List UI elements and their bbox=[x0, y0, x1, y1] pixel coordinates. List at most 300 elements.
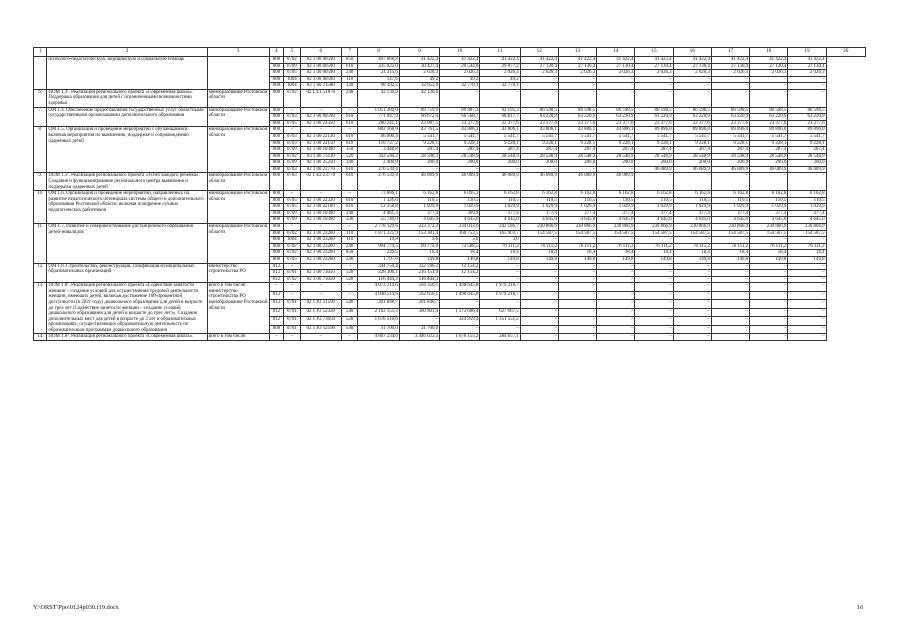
amount-cell: 31 700,0 bbox=[358, 325, 399, 334]
amount-cell: 18,4 bbox=[635, 250, 673, 257]
budget-code-cell: 02 1 Р2 73050 bbox=[300, 317, 341, 326]
amount-cell: 89 759,9 bbox=[399, 107, 439, 114]
amount-cell: 41 422,4 bbox=[520, 57, 558, 64]
amount-cell: – bbox=[635, 317, 673, 326]
amount-cell: 228 306,1 bbox=[358, 270, 399, 277]
amount-cell: 149,8 bbox=[750, 256, 788, 263]
amount-cell: 3,6 bbox=[480, 237, 520, 244]
amount-cell: 9 228,1 bbox=[711, 140, 749, 147]
budget-code-cell: 808 bbox=[269, 153, 283, 160]
amount-cell: 27 130,4 bbox=[788, 63, 826, 70]
amount-cell: 377,4 bbox=[399, 210, 439, 217]
amount-cell: – bbox=[711, 291, 749, 300]
amount-cell: 377,4 bbox=[597, 210, 635, 217]
budget-code-cell: 540 bbox=[341, 325, 358, 334]
amount-cell: – bbox=[597, 276, 635, 283]
amount-cell: – bbox=[711, 308, 749, 317]
amount-cell: – bbox=[635, 263, 673, 270]
amount-cell: – bbox=[480, 276, 520, 283]
amount-cell: – bbox=[597, 270, 635, 277]
amount-cell: – bbox=[558, 300, 596, 309]
budget-code-cell: 540 bbox=[341, 308, 358, 317]
amount-cell: – bbox=[673, 308, 711, 317]
amount-cell: 149,8 bbox=[399, 256, 439, 263]
amount-cell: – bbox=[597, 76, 635, 83]
amount-cell: – bbox=[750, 317, 788, 326]
budget-code-cell: 02 1 00 00590 bbox=[300, 114, 341, 121]
amount-cell: – bbox=[750, 334, 788, 341]
amount-cell: 66 672,4 bbox=[399, 114, 439, 121]
budget-code-cell: 0705 bbox=[284, 70, 301, 77]
budget-code-cell: 0705 bbox=[284, 120, 301, 127]
amount-cell: 23 377,6 bbox=[673, 120, 711, 127]
budget-code-cell: 0709 bbox=[284, 160, 301, 167]
amount-cell: – bbox=[480, 300, 520, 309]
amount-cell: 5 541,7 bbox=[440, 133, 480, 140]
budget-code-cell: – bbox=[284, 191, 301, 198]
amount-cell: 200,0 bbox=[399, 160, 439, 167]
budget-code-cell: 02 1 Р2 52320 bbox=[300, 308, 341, 317]
amount-cell: – bbox=[399, 166, 439, 173]
amount-cell: 18,4 bbox=[480, 250, 520, 257]
amount-cell: 27 130,4 bbox=[520, 63, 558, 70]
amount-cell: 63 220,9 bbox=[597, 114, 635, 121]
amount-cell: 6 162,8 bbox=[635, 191, 673, 198]
amount-cell: 27 130,4 bbox=[711, 63, 749, 70]
amount-cell: 55 740,0 bbox=[358, 217, 399, 224]
budget-code-cell: 0702 bbox=[284, 250, 301, 257]
budget-code-cell: 808 bbox=[269, 325, 283, 334]
amount-cell: 149,8 bbox=[440, 256, 480, 263]
budget-code-cell: 02 1 00 73050 bbox=[300, 276, 341, 283]
amount-cell: – bbox=[635, 270, 673, 277]
amount-cell: – bbox=[750, 325, 788, 334]
amount-cell: 6 162,8 bbox=[558, 191, 596, 198]
amount-cell: – bbox=[711, 325, 749, 334]
budget-code-cell: 808 bbox=[269, 250, 283, 257]
amount-cell: 110,5 bbox=[711, 197, 749, 204]
amount-cell: 46 089,9 bbox=[558, 173, 596, 191]
executor-name bbox=[207, 57, 269, 90]
amount-cell: 110,5 bbox=[635, 197, 673, 204]
executor-name: всего в том числе: bbox=[207, 334, 269, 341]
amount-cell: – bbox=[558, 76, 596, 83]
amount-cell: – bbox=[711, 83, 749, 90]
column-number: 14 bbox=[597, 48, 635, 57]
amount-cell: 1 979 218,7 bbox=[480, 283, 520, 292]
amount-cell: – bbox=[788, 276, 826, 283]
amount-cell: 28 548,9 bbox=[788, 153, 826, 160]
footer-file-path: Y:\ORST\Ppo\0124p030.f19.docx bbox=[33, 604, 119, 611]
amount-cell: 342 540,2 bbox=[358, 153, 399, 160]
budget-code-cell: 02 1 Е2 23770 bbox=[300, 173, 341, 191]
budget-code-cell: 02 1 00 10390 bbox=[300, 217, 341, 224]
budget-code-cell: 610 bbox=[341, 63, 358, 70]
amount-cell: 18,4 bbox=[558, 250, 596, 257]
amount-cell: 28 548,9 bbox=[558, 153, 596, 160]
amount-cell: – bbox=[711, 300, 749, 309]
amount-cell: 230 866,9 bbox=[520, 224, 558, 231]
budget-code-cell: 110 bbox=[341, 76, 358, 83]
amount-cell: 41 422,4 bbox=[711, 57, 749, 64]
amount-cell: 4 807 234,6 bbox=[358, 334, 399, 341]
amount-cell: 116 444,3 bbox=[358, 276, 399, 283]
budget-code-cell: 610 bbox=[341, 166, 358, 173]
amount-cell: – bbox=[520, 263, 558, 270]
amount-cell: 63 220,9 bbox=[788, 114, 826, 121]
row-number: 6. bbox=[34, 89, 47, 107]
amount-cell: – bbox=[520, 237, 558, 244]
amount-cell: 9 228,1 bbox=[673, 140, 711, 147]
event-name: ПОМ 1.8². Реализация регионального проекта «Современная школа». bbox=[47, 334, 207, 341]
amount-cell: 1 797,6 bbox=[358, 256, 399, 263]
amount-cell: – bbox=[635, 308, 673, 317]
amount-cell: 5 541,7 bbox=[597, 133, 635, 140]
budget-code-cell: – bbox=[284, 224, 301, 231]
event-name: ОМ 1.4. Обеспечение предоставления государственных услуг областными государственными организациями дополнительного образования bbox=[47, 107, 207, 127]
amount-cell: 147,6 bbox=[358, 76, 399, 83]
budget-code-cell: 610 bbox=[341, 120, 358, 127]
amount-cell: 160 753,5 bbox=[440, 230, 480, 237]
amount-cell: 76 111,2 bbox=[558, 243, 596, 250]
amount-cell: 149,8 bbox=[558, 256, 596, 263]
budget-code-cell: – bbox=[300, 263, 341, 270]
amount-cell: 5 541,7 bbox=[711, 133, 749, 140]
amount-cell: 76 111,2 bbox=[635, 243, 673, 250]
budget-code-cell: 02 1 00 23770 bbox=[300, 166, 341, 173]
budget-code-cell: 808 bbox=[269, 210, 283, 217]
budget-code-cell: 02 1 00 23350 bbox=[300, 120, 341, 127]
budget-code-cell: 808 bbox=[269, 107, 283, 114]
amount-cell: 200,0 bbox=[520, 160, 558, 167]
amount-cell: 287,4 bbox=[558, 147, 596, 154]
amount-cell: 149,8 bbox=[673, 256, 711, 263]
amount-cell: 200,0 bbox=[635, 160, 673, 167]
amount-cell: 23 377,6 bbox=[520, 120, 558, 127]
budget-code-cell: 808 bbox=[269, 217, 283, 224]
amount-cell: 154 587,5 bbox=[673, 230, 711, 237]
amount-cell: 201 848,7 bbox=[358, 300, 399, 309]
amount-cell: – bbox=[788, 283, 826, 292]
amount-cell: – bbox=[597, 263, 635, 270]
amount-cell: – bbox=[673, 334, 711, 341]
amount-cell: 68 817,7 bbox=[480, 114, 520, 121]
budget-code-cell: 812 bbox=[269, 263, 283, 270]
amount-cell: – bbox=[788, 300, 826, 309]
amount-cell: 4 461,3 bbox=[358, 210, 399, 217]
amount-cell: 6 162,8 bbox=[520, 191, 558, 198]
budget-code-cell: 850 bbox=[341, 57, 358, 64]
budget-code-cell: 0702 bbox=[284, 230, 301, 237]
budget-code-cell: 610 bbox=[341, 140, 358, 147]
budget-code-cell: 0703 bbox=[284, 133, 301, 140]
amount-cell: 4 645,0 bbox=[788, 217, 826, 224]
amount-cell: – bbox=[558, 237, 596, 244]
amount-cell: 2 026,3 bbox=[673, 70, 711, 77]
column-number: 13 bbox=[558, 48, 596, 57]
amount-cell: 223 372,2 bbox=[399, 224, 439, 231]
amount-cell: 5 541,7 bbox=[788, 133, 826, 140]
amount-cell: 9 228,1 bbox=[558, 140, 596, 147]
budget-code-cell: 1004 bbox=[284, 237, 301, 244]
amount-cell: 18,4 bbox=[673, 250, 711, 257]
column-number: 4 bbox=[269, 48, 283, 57]
amount-cell: – bbox=[440, 166, 480, 173]
amount-cell: 10,8 bbox=[358, 237, 399, 244]
amount-cell: – bbox=[440, 300, 480, 309]
amount-cell: 332 596,2 bbox=[399, 263, 439, 270]
amount-cell: 5 541,7 bbox=[750, 133, 788, 140]
amount-cell: 66 900,4 bbox=[358, 133, 399, 140]
amount-cell: 1 498 645,8 bbox=[440, 283, 480, 292]
budget-code-cell: – bbox=[269, 283, 283, 292]
budget-code-cell: 02 1 00 23260 bbox=[300, 243, 341, 250]
column-number: 5 bbox=[284, 48, 301, 57]
amount-cell: 89 896,0 bbox=[673, 127, 711, 134]
budget-code-cell: 340 bbox=[341, 160, 358, 167]
amount-cell: 2 026,3 bbox=[440, 70, 480, 77]
row-number: 10. bbox=[34, 191, 47, 224]
budget-code-cell: 808 bbox=[269, 160, 283, 167]
budget-code-cell: 0709 bbox=[284, 210, 301, 217]
amount-cell: 5 541,7 bbox=[480, 133, 520, 140]
amount-cell: 28 548,9 bbox=[440, 153, 480, 160]
amount-cell: 344 750,4 bbox=[358, 263, 399, 270]
amount-cell: 153 381,4 bbox=[399, 230, 439, 237]
budget-code-cell: – bbox=[341, 191, 358, 198]
budget-code-cell: 03 1 00 73110 bbox=[300, 153, 341, 160]
amount-cell: – bbox=[520, 83, 558, 90]
amount-cell: 4 645,0 bbox=[750, 217, 788, 224]
amount-cell: 46 089,9 bbox=[750, 166, 788, 173]
column-number: 3 bbox=[207, 48, 269, 57]
column-number: 10 bbox=[440, 48, 480, 57]
budget-code-cell: 0705 bbox=[284, 197, 301, 204]
budget-code-cell: – bbox=[284, 263, 301, 270]
amount-cell: – bbox=[558, 263, 596, 270]
amount-cell: 42 136,0 bbox=[358, 89, 399, 107]
budget-code-cell: 02 1 00 11580 bbox=[300, 83, 341, 90]
amount-cell: 9 228,1 bbox=[440, 140, 480, 147]
amount-cell: – bbox=[635, 334, 673, 341]
amount-cell: 287,4 bbox=[750, 147, 788, 154]
amount-cell: – bbox=[558, 89, 596, 107]
amount-cell: 1 029,9 bbox=[597, 204, 635, 211]
amount-cell: – bbox=[750, 276, 788, 283]
amount-cell: – bbox=[673, 325, 711, 334]
amount-cell: 63 220,9 bbox=[558, 114, 596, 121]
amount-cell: 46 089,9 bbox=[635, 166, 673, 173]
amount-cell: – bbox=[597, 291, 635, 300]
amount-cell: 287,4 bbox=[440, 147, 480, 154]
amount-cell: 18,4 bbox=[750, 250, 788, 257]
amount-cell: – bbox=[711, 283, 749, 292]
amount-cell: 28 548,9 bbox=[480, 153, 520, 160]
column-number: 18 bbox=[750, 48, 788, 57]
budget-code-cell: – bbox=[341, 334, 358, 341]
row-number: 8. bbox=[34, 127, 47, 173]
amount-cell: 1 029,9 bbox=[399, 204, 439, 211]
amount-cell: – bbox=[673, 89, 711, 107]
amount-cell: – bbox=[673, 276, 711, 283]
amount-cell: – bbox=[750, 89, 788, 107]
budget-code-cell: – bbox=[284, 283, 301, 292]
budget-code-cell: 0702 bbox=[284, 276, 301, 283]
amount-cell: 43 806,1 bbox=[480, 127, 520, 134]
amount-cell: – bbox=[635, 89, 673, 107]
amount-cell: – bbox=[711, 276, 749, 283]
amount-cell: – bbox=[673, 317, 711, 326]
amount-cell: – bbox=[597, 317, 635, 326]
budget-code-cell: 610 bbox=[341, 133, 358, 140]
budget-code-cell: – bbox=[341, 107, 358, 114]
table-row bbox=[34, 224, 866, 231]
column-number: 6 bbox=[300, 48, 341, 57]
amount-cell: 4 072 214,6 bbox=[358, 283, 399, 292]
amount-cell: 1 676 510,6 bbox=[358, 317, 399, 326]
amount-cell: 4 645,0 bbox=[440, 217, 480, 224]
amount-cell: 2 026,3 bbox=[788, 70, 826, 77]
amount-cell: 1 029,9 bbox=[520, 204, 558, 211]
amount-cell: 28 548,9 bbox=[673, 153, 711, 160]
amount-cell: 360 801,4 bbox=[399, 308, 439, 317]
budget-code-cell: 02 1 00 10390 bbox=[300, 147, 341, 154]
column-number: 17 bbox=[711, 48, 749, 57]
budget-code-cell: 320 bbox=[341, 83, 358, 90]
amount-cell: 154 587,5 bbox=[597, 230, 635, 237]
budget-code-cell: 808 bbox=[269, 173, 283, 191]
amount-cell: – bbox=[711, 89, 749, 107]
amount-cell: 5 541,7 bbox=[399, 133, 439, 140]
amount-cell: – bbox=[673, 237, 711, 244]
amount-cell: – bbox=[635, 300, 673, 309]
amount-cell: 76 111,2 bbox=[520, 243, 558, 250]
amount-cell: 377,4 bbox=[480, 210, 520, 217]
amount-cell: 76 111,2 bbox=[597, 243, 635, 250]
amount-cell: 4 645,0 bbox=[635, 217, 673, 224]
budget-code-cell: 808 bbox=[269, 230, 283, 237]
amount-cell: 31 700,0 bbox=[399, 325, 439, 334]
amount-cell: 1 051 289,0 bbox=[358, 107, 399, 114]
amount-cell: 377,4 bbox=[788, 210, 826, 217]
amount-cell: – bbox=[788, 263, 826, 270]
table-row bbox=[34, 263, 866, 270]
budget-code-cell: 240 bbox=[341, 210, 358, 217]
amount-cell: 110,5 bbox=[399, 197, 439, 204]
amount-cell: 41 422,4 bbox=[597, 57, 635, 64]
amount-cell: – bbox=[558, 317, 596, 326]
amount-cell: 76 111,2 bbox=[750, 243, 788, 250]
budget-code-cell: – bbox=[300, 127, 341, 134]
budget-code-cell: – bbox=[300, 283, 341, 292]
budget-code-cell: 610 bbox=[341, 197, 358, 204]
amount-cell: 1 029,9 bbox=[711, 204, 749, 211]
amount-cell: 200,0 bbox=[711, 160, 749, 167]
amount-cell: 154 587,5 bbox=[635, 230, 673, 237]
budget-code-cell: 350 bbox=[341, 147, 358, 154]
amount-cell: – bbox=[750, 237, 788, 244]
column-number: 8 bbox=[358, 48, 399, 57]
amount-cell: 276 539,4 bbox=[358, 166, 399, 173]
budget-code-cell: 0702 bbox=[284, 243, 301, 250]
amount-cell: 32 770,1 bbox=[480, 83, 520, 90]
budget-code-cell: 808 bbox=[269, 89, 283, 107]
amount-cell: 46 089,9 bbox=[520, 173, 558, 191]
budget-code-cell: 02 1 Р2 51590 bbox=[300, 300, 341, 309]
amount-cell: 46 089,9 bbox=[711, 166, 749, 173]
executor-name: министерство строительства РО bbox=[207, 263, 269, 283]
amount-cell: 200,0 bbox=[597, 160, 635, 167]
amount-cell: 2 778 129,6 bbox=[358, 224, 399, 231]
amount-cell: 110,5 bbox=[788, 197, 826, 204]
amount-cell: 220,5 bbox=[358, 250, 399, 257]
column-number: 20 bbox=[826, 48, 865, 57]
amount-cell: 63 220,9 bbox=[520, 114, 558, 121]
budget-code-cell: 02 1 00 22130 bbox=[300, 133, 341, 140]
budget-code-cell: 850 bbox=[341, 250, 358, 257]
amount-cell: 594 350,1 bbox=[399, 283, 439, 292]
amount-cell: – bbox=[440, 89, 480, 107]
amount-cell: – bbox=[750, 76, 788, 83]
amount-cell: 23 087,5 bbox=[399, 120, 439, 127]
amount-cell: – bbox=[673, 300, 711, 309]
row-number: 9. bbox=[34, 173, 47, 191]
amount-cell: 27 130,4 bbox=[558, 63, 596, 70]
amount-cell: 41 422,4 bbox=[788, 57, 826, 64]
amount-cell: 43 806,1 bbox=[520, 127, 558, 134]
amount-cell: 377,4 bbox=[750, 210, 788, 217]
budget-code-cell: 0702 bbox=[284, 57, 301, 64]
budget-code-cell: 812 bbox=[269, 308, 283, 317]
column-number: 2 bbox=[47, 48, 207, 57]
table-row bbox=[34, 57, 866, 64]
amount-cell: 287,4 bbox=[711, 147, 749, 154]
budget-code-cell: 02 1 00 10390 bbox=[300, 210, 341, 217]
amount-cell: 149,8 bbox=[480, 256, 520, 263]
amount-cell: 63 220,9 bbox=[635, 114, 673, 121]
amount-cell: 5 541,7 bbox=[520, 133, 558, 140]
amount-cell: 154 587,5 bbox=[788, 230, 826, 237]
amount-cell: – bbox=[597, 308, 635, 317]
amount-cell: 6 162,8 bbox=[597, 191, 635, 198]
amount-cell: – bbox=[597, 300, 635, 309]
amount-cell: 46 089,9 bbox=[480, 173, 520, 191]
budget-code-cell: 1004 bbox=[284, 83, 301, 90]
amount-cell: – bbox=[558, 308, 596, 317]
budget-code-cell: 0701 bbox=[284, 325, 301, 334]
amount-cell: 46 089,9 bbox=[673, 166, 711, 173]
amount-cell: – bbox=[399, 317, 439, 326]
budget-code-cell: 02 1 00 22150 bbox=[300, 140, 341, 147]
amount-cell: 86 598,5 bbox=[750, 107, 788, 114]
event-name: ОМ 1.6. Организация и проведение мероприятий, направленных на развитие педагогического потенциала системы общего и дополнительного образования Ростовской области, включая поощрение лучших педагогических работников bbox=[47, 191, 207, 224]
amount-cell: – bbox=[635, 83, 673, 90]
amount-cell: 627 667,5 bbox=[480, 308, 520, 317]
amount-cell: – bbox=[597, 89, 635, 107]
budget-code-cell: – bbox=[341, 283, 358, 292]
amount-cell: 110,5 bbox=[673, 197, 711, 204]
amount-cell: 49,2 bbox=[440, 76, 480, 83]
amount-cell: – bbox=[673, 76, 711, 83]
amount-cell: 41 422,4 bbox=[750, 57, 788, 64]
row-number: 12. bbox=[34, 263, 47, 283]
amount-cell: 1 029,9 bbox=[750, 204, 788, 211]
amount-cell: – bbox=[520, 276, 558, 283]
row-number: 11. bbox=[34, 224, 47, 263]
amount-cell: – bbox=[558, 276, 596, 283]
amount-cell: 76 111,2 bbox=[788, 243, 826, 250]
column-number: 12 bbox=[520, 48, 558, 57]
